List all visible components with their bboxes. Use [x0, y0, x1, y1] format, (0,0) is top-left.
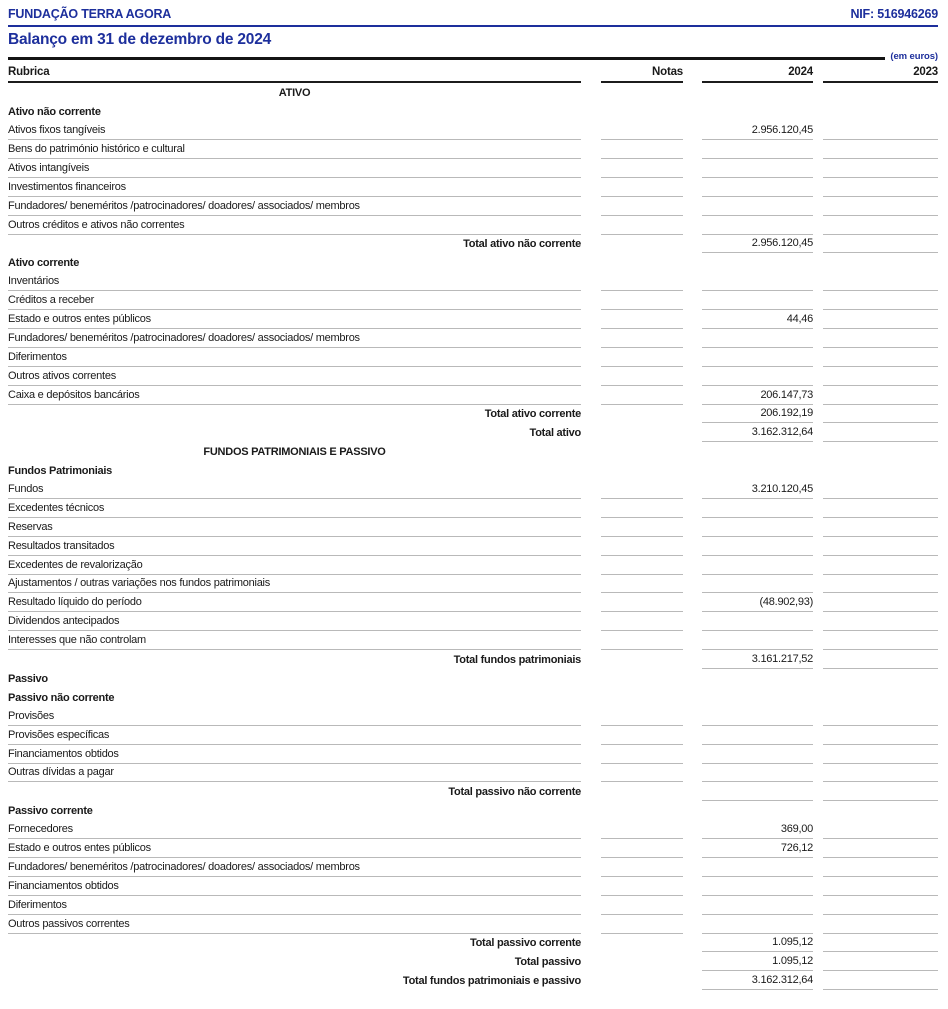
- total-label: Total fundos patrimoniais e passivo: [402, 975, 581, 988]
- value-2023-cell: [823, 971, 938, 990]
- value-2023-cell: [823, 707, 938, 726]
- value-2024-cell: 369,00: [702, 820, 813, 839]
- value-2023-cell: [823, 650, 938, 669]
- value-2024-cell: [702, 631, 813, 650]
- notas-cell: [601, 839, 683, 858]
- value-2024-cell: [702, 348, 813, 367]
- value-2024-cell: [702, 896, 813, 915]
- table-row: [8, 915, 938, 934]
- value-2024-cell: [702, 915, 813, 934]
- value-2023-cell: [823, 518, 938, 537]
- notas-cell: [601, 707, 683, 726]
- row-label: Resultados transitados: [8, 537, 581, 556]
- notas-cell: [601, 499, 683, 518]
- table-row: [8, 272, 938, 291]
- table-row: [8, 820, 938, 839]
- value-2023-cell: [823, 235, 938, 254]
- table-row: [8, 348, 938, 367]
- notas-cell: [601, 537, 683, 556]
- notas-cell: [601, 764, 683, 783]
- notas-cell: [601, 726, 683, 745]
- value-2023-cell: [823, 915, 938, 934]
- total-label: Total ativo não corrente: [463, 238, 581, 251]
- section-heading: Ativo não corrente: [8, 106, 101, 119]
- value-2024-cell: 44,46: [702, 310, 813, 329]
- table-row: [8, 801, 938, 820]
- notas-cell: [601, 329, 683, 348]
- total-label: Total passivo: [514, 956, 581, 969]
- value-2023-cell: [823, 159, 938, 178]
- value-2024-cell: [702, 575, 813, 594]
- value-2024-cell: [702, 707, 813, 726]
- row-label: Caixa e depósitos bancários: [8, 386, 581, 405]
- table-row: [8, 102, 938, 121]
- column-header-2024: 2024: [702, 66, 813, 84]
- row-label: Excedentes técnicos: [8, 499, 581, 518]
- value-2024-cell: 1.095,12: [702, 934, 813, 953]
- table-row: [8, 367, 938, 386]
- notas-cell: [601, 915, 683, 934]
- notas-cell: [601, 159, 683, 178]
- value-2023-cell: [823, 934, 938, 953]
- column-header-notas: Notas: [601, 66, 683, 84]
- value-2023-cell: [823, 310, 938, 329]
- table-row: [8, 669, 938, 688]
- total-label: Total passivo não corrente: [448, 786, 581, 799]
- value-2024-cell: [702, 329, 813, 348]
- value-2023-cell: [823, 197, 938, 216]
- value-2024-cell: [702, 877, 813, 896]
- table-row: [8, 745, 938, 764]
- currency-note: (em euros): [890, 51, 938, 63]
- row-label: Diferimentos: [8, 896, 581, 915]
- value-2023-cell: [823, 499, 938, 518]
- value-2024-cell: 206.147,73: [702, 386, 813, 405]
- value-2023-cell: [823, 178, 938, 197]
- value-2024-cell: [702, 612, 813, 631]
- value-2024-cell: [702, 159, 813, 178]
- value-2023-cell: [823, 386, 938, 405]
- notas-cell: [601, 310, 683, 329]
- row-label: Estado e outros entes públicos: [8, 310, 581, 329]
- table-row: [8, 197, 938, 216]
- value-2023-cell: [823, 782, 938, 801]
- value-2024-cell: [702, 537, 813, 556]
- row-label: Fundos: [8, 480, 581, 499]
- value-2023-cell: [823, 216, 938, 235]
- table-row: [8, 310, 938, 329]
- page-title: Balanço em 31 de dezembro de 2024: [8, 30, 272, 48]
- notas-cell: [601, 272, 683, 291]
- value-2024-cell: [702, 272, 813, 291]
- row-label: Financiamentos obtidos: [8, 877, 581, 896]
- table-row: [8, 764, 938, 783]
- value-2023-cell: [823, 612, 938, 631]
- table-row: [8, 707, 938, 726]
- value-2024-cell: [702, 367, 813, 386]
- notas-cell: [601, 896, 683, 915]
- value-2023-cell: [823, 405, 938, 424]
- section-title: ATIVO: [278, 87, 311, 100]
- value-2024-cell: 2.956.120,45: [702, 235, 813, 254]
- table-row: [8, 971, 938, 990]
- notas-cell: [601, 480, 683, 499]
- table-row: [8, 556, 938, 575]
- value-2023-cell: [823, 631, 938, 650]
- currency-note-row: [8, 49, 938, 62]
- table-row: [8, 518, 938, 537]
- value-2023-cell: [823, 593, 938, 612]
- value-2024-cell: [702, 140, 813, 159]
- notas-cell: [601, 197, 683, 216]
- table-row: [8, 423, 938, 442]
- row-label: Outros ativos correntes: [8, 367, 581, 386]
- row-label: Estado e outros entes públicos: [8, 839, 581, 858]
- row-label: Fornecedores: [8, 820, 581, 839]
- value-2024-cell: [702, 291, 813, 310]
- table-row: [8, 178, 938, 197]
- row-label: Bens do património histórico e cultural: [8, 140, 581, 159]
- table-row: [8, 216, 938, 235]
- table-row: [8, 235, 938, 254]
- value-2023-cell: [823, 367, 938, 386]
- notas-cell: [601, 518, 683, 537]
- value-2024-cell: [702, 745, 813, 764]
- value-2024-cell: 3.161.217,52: [702, 650, 813, 669]
- value-2023-cell: [823, 726, 938, 745]
- value-2024-cell: 3.162.312,64: [702, 423, 813, 442]
- total-label: Total ativo corrente: [484, 408, 581, 421]
- section-heading: Passivo corrente: [8, 805, 93, 818]
- section-heading: Passivo: [8, 672, 48, 685]
- row-label: Ativos fixos tangíveis: [8, 121, 581, 140]
- table-row: [8, 650, 938, 669]
- table-row: [8, 83, 938, 102]
- value-2023-cell: [823, 329, 938, 348]
- table-row: [8, 631, 938, 650]
- value-2024-cell: [702, 858, 813, 877]
- company-name: FUNDAÇÃO TERRA AGORA: [8, 7, 172, 21]
- notas-cell: [601, 745, 683, 764]
- table-row: [8, 159, 938, 178]
- table-row: [8, 877, 938, 896]
- row-label: Fundadores/ beneméritos /patrocinadores/ doadores/ associados/ membros: [8, 329, 581, 348]
- document-masthead: [8, 8, 938, 27]
- table-row: [8, 537, 938, 556]
- section-heading: Ativo corrente: [8, 257, 80, 270]
- section-title: FUNDOS PATRIMONIAIS E PASSIVO: [203, 446, 386, 459]
- table-row: [8, 442, 938, 461]
- column-header-2023: 2023: [823, 66, 938, 84]
- notas-cell: [601, 612, 683, 631]
- notas-cell: [601, 348, 683, 367]
- value-2023-cell: [823, 858, 938, 877]
- row-label: Outros créditos e ativos não correntes: [8, 216, 581, 235]
- notas-cell: [601, 121, 683, 140]
- notas-cell: [601, 556, 683, 575]
- row-label: Excedentes de revalorização: [8, 556, 581, 575]
- value-2024-cell: [702, 216, 813, 235]
- table-row: [8, 782, 938, 801]
- total-label: Total passivo corrente: [469, 937, 581, 950]
- value-2023-cell: [823, 291, 938, 310]
- table-row: [8, 253, 938, 272]
- value-2024-cell: [702, 556, 813, 575]
- table-row: [8, 726, 938, 745]
- value-2024-cell: 726,12: [702, 839, 813, 858]
- value-2023-cell: [823, 140, 938, 159]
- notas-cell: [601, 367, 683, 386]
- table-row: [8, 291, 938, 310]
- notas-cell: [601, 820, 683, 839]
- row-label: Créditos a receber: [8, 291, 581, 310]
- total-label: Total ativo: [529, 427, 581, 440]
- value-2024-cell: 1.095,12: [702, 952, 813, 971]
- table-row: [8, 121, 938, 140]
- value-2024-cell: (48.902,93): [702, 593, 813, 612]
- value-2023-cell: [823, 575, 938, 594]
- value-2024-cell: 3.210.120,45: [702, 480, 813, 499]
- table-row: [8, 405, 938, 424]
- notas-cell: [601, 140, 683, 159]
- value-2023-cell: [823, 272, 938, 291]
- table-row: [8, 575, 938, 594]
- row-label: Resultado líquido do período: [8, 593, 581, 612]
- row-label: Provisões específicas: [8, 726, 581, 745]
- table-row: [8, 839, 938, 858]
- notas-cell: [601, 631, 683, 650]
- row-label: Diferimentos: [8, 348, 581, 367]
- value-2023-cell: [823, 764, 938, 783]
- table-row: [8, 896, 938, 915]
- table-row: [8, 612, 938, 631]
- row-label: Outros passivos correntes: [8, 915, 581, 934]
- table-row: [8, 480, 938, 499]
- value-2024-cell: [702, 178, 813, 197]
- value-2023-cell: [823, 423, 938, 442]
- nif-number: NIF: 516946269: [850, 7, 938, 21]
- table-row: [8, 499, 938, 518]
- table-row: [8, 461, 938, 480]
- row-label: Provisões: [8, 707, 581, 726]
- notas-cell: [601, 593, 683, 612]
- table-row: [8, 858, 938, 877]
- row-label: Fundadores/ beneméritos /patrocinadores/ doadores/ associados/ membros: [8, 197, 581, 216]
- row-label: Ativos intangíveis: [8, 159, 581, 178]
- row-label: Reservas: [8, 518, 581, 537]
- table-row: [8, 593, 938, 612]
- table-row: [8, 329, 938, 348]
- notas-cell: [601, 858, 683, 877]
- value-2023-cell: [823, 537, 938, 556]
- row-label: Outras dívidas a pagar: [8, 764, 581, 783]
- value-2023-cell: [823, 820, 938, 839]
- value-2024-cell: 3.162.312,64: [702, 971, 813, 990]
- section-heading: Fundos Patrimoniais: [8, 465, 113, 478]
- value-2023-cell: [823, 556, 938, 575]
- value-2023-cell: [823, 896, 938, 915]
- value-2023-cell: [823, 480, 938, 499]
- row-label: Fundadores/ beneméritos /patrocinadores/ doadores/ associados/ membros: [8, 858, 581, 877]
- row-label: Ajustamentos / outras variações nos fundos patrimoniais: [8, 575, 581, 594]
- value-2024-cell: [702, 726, 813, 745]
- value-2024-cell: [702, 499, 813, 518]
- value-2024-cell: [702, 782, 813, 801]
- notas-cell: [601, 386, 683, 405]
- value-2024-cell: [702, 518, 813, 537]
- notas-cell: [601, 575, 683, 594]
- value-2023-cell: [823, 745, 938, 764]
- row-label: Investimentos financeiros: [8, 178, 581, 197]
- notas-cell: [601, 216, 683, 235]
- row-label: Inventários: [8, 272, 581, 291]
- column-header-rubrica: Rubrica: [8, 66, 581, 84]
- value-2023-cell: [823, 348, 938, 367]
- table-row: [8, 688, 938, 707]
- section-heading: Passivo não corrente: [8, 691, 115, 704]
- value-2023-cell: [823, 121, 938, 140]
- row-label: Interesses que não controlam: [8, 631, 581, 650]
- notas-cell: [601, 178, 683, 197]
- total-label: Total fundos patrimoniais: [453, 654, 581, 667]
- value-2024-cell: [702, 197, 813, 216]
- table-row: [8, 140, 938, 159]
- value-2024-cell: 206.192,19: [702, 405, 813, 424]
- value-2023-cell: [823, 839, 938, 858]
- table-row: [8, 934, 938, 953]
- balance-table-body: [8, 83, 938, 990]
- value-2023-cell: [823, 952, 938, 971]
- table-column-headers: [8, 66, 938, 84]
- notas-cell: [601, 291, 683, 310]
- notas-cell: [601, 877, 683, 896]
- table-row: [8, 952, 938, 971]
- value-2024-cell: [702, 764, 813, 783]
- row-label: Financiamentos obtidos: [8, 745, 581, 764]
- value-2023-cell: [823, 877, 938, 896]
- horizontal-rule: [8, 57, 885, 60]
- value-2024-cell: 2.956.120,45: [702, 121, 813, 140]
- table-row: [8, 386, 938, 405]
- row-label: Dividendos antecipados: [8, 612, 581, 631]
